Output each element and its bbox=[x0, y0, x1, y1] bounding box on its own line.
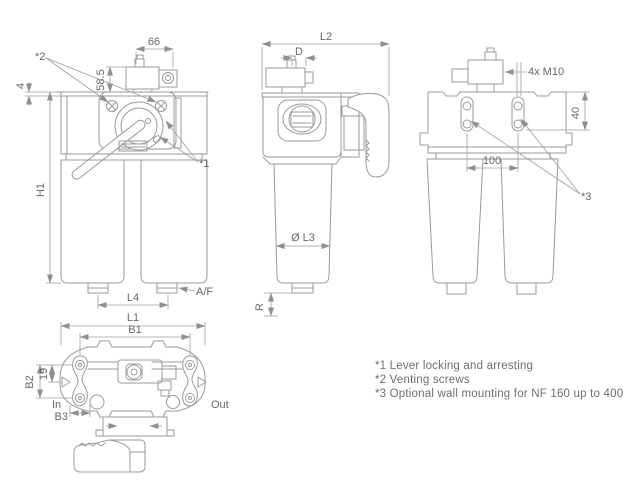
top-view bbox=[24, 312, 229, 472]
clamp-screws-left bbox=[73, 356, 88, 406]
front-dimensions bbox=[15, 36, 213, 309]
dim-r-label: R bbox=[254, 303, 266, 311]
clogging-indicator-front bbox=[126, 55, 177, 92]
ref-2-label: *2 bbox=[35, 51, 46, 63]
filter-head-front bbox=[57, 92, 208, 181]
footnotes bbox=[375, 360, 623, 400]
lever-hub-top bbox=[118, 360, 176, 396]
dim-4-label: 4 bbox=[15, 82, 27, 90]
dim-66-label: 66 bbox=[147, 36, 161, 48]
dim-b2-label: B2 bbox=[24, 375, 36, 389]
clogging-indicator-rear bbox=[452, 48, 503, 92]
dim-58-5-label: 58.5 bbox=[95, 69, 107, 91]
dim-19-label: 19 bbox=[38, 367, 50, 381]
dim-100-label: 100 bbox=[482, 155, 502, 167]
rear-view bbox=[420, 48, 591, 294]
footnote-1: *1 Lever locking and arresting bbox=[375, 360, 534, 372]
port-out-label: Out bbox=[211, 399, 229, 411]
valve-extension-top bbox=[96, 417, 174, 436]
dim-m10-label: 4x M10 bbox=[528, 66, 565, 78]
flow-arrow-in bbox=[62, 377, 70, 387]
carrying-handle bbox=[348, 93, 389, 177]
footnote-3: *3 Optional wall mounting for NF 160 up to 400 bbox=[375, 388, 624, 400]
filter-bowls-rear bbox=[427, 159, 558, 294]
filter-bowl-side bbox=[274, 164, 332, 293]
dim-b3-label: B3 bbox=[54, 411, 68, 423]
dim-l3-label: Ø L3 bbox=[291, 232, 315, 244]
footnote-2: *2 Venting screws bbox=[375, 374, 470, 386]
dim-l1-label: L1 bbox=[126, 312, 140, 324]
front-view bbox=[15, 36, 213, 309]
clamp-screws-right bbox=[183, 356, 198, 406]
dim-af-label: A/F bbox=[196, 286, 214, 298]
dim-h1-label: H1 bbox=[35, 182, 47, 198]
wall-mounting-slots bbox=[461, 97, 524, 131]
side-view bbox=[254, 31, 389, 316]
rear-dimensions bbox=[467, 66, 591, 203]
ref-3-label: *3 bbox=[581, 191, 592, 203]
dim-l4-label: L4 bbox=[126, 292, 140, 304]
filter-body-top bbox=[60, 341, 206, 417]
ref-1-label: *1 bbox=[199, 158, 210, 170]
dim-b1-label: B1 bbox=[128, 324, 142, 336]
dim-l2-label: L2 bbox=[319, 31, 333, 43]
port-in-label: In bbox=[52, 399, 62, 411]
dim-40-label: 40 bbox=[570, 106, 582, 120]
lever-grip-top bbox=[74, 440, 145, 472]
dim-d-label: D bbox=[295, 46, 303, 58]
